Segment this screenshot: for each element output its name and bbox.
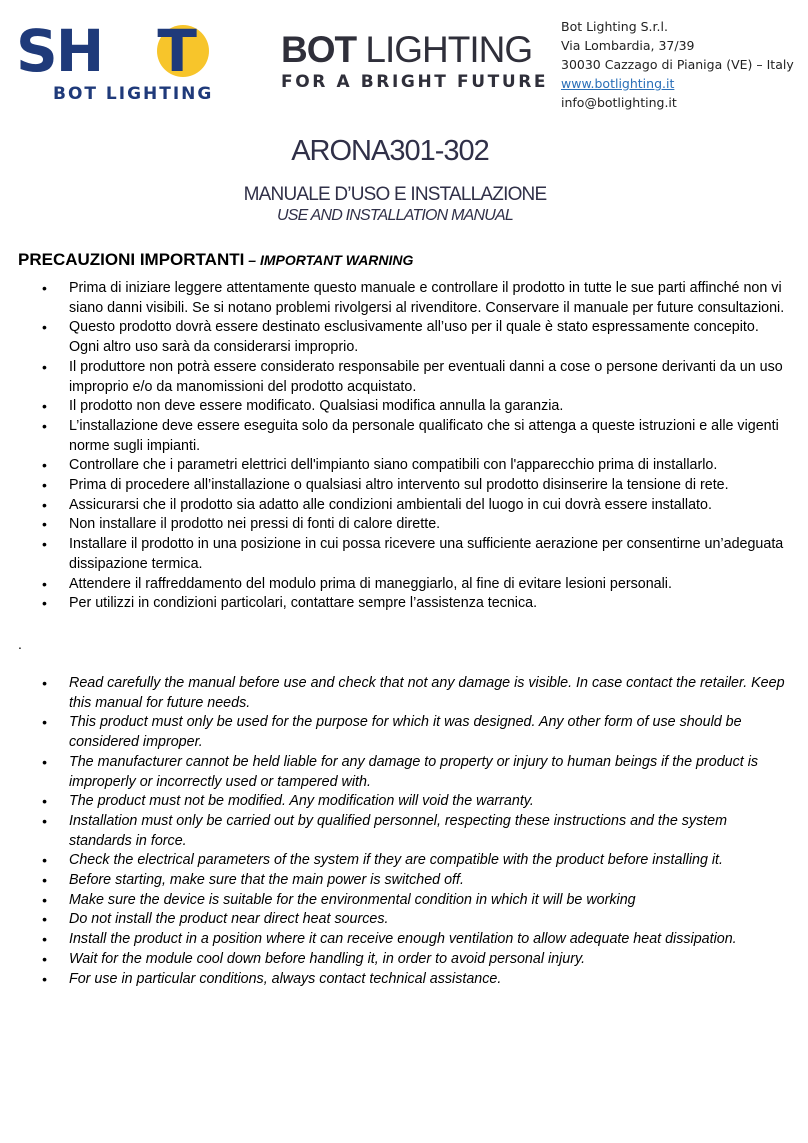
list-item: • Make sure the device is suitable for the environmental condition in which it will be working xyxy=(0,891,790,911)
website-link[interactable]: www.botlighting.it xyxy=(561,76,675,91)
list-item: • Controllare che i parametri elettrici dell'impianto siano compatibili con l'apparecchio prima di installarlo. xyxy=(0,456,790,476)
list-item: • Prima di procedere all’installazione o qualsiasi altro intervento sul prodotto disinserire la tensione di rete. xyxy=(0,476,790,496)
company-email[interactable]: info@botlighting.it xyxy=(561,95,677,110)
list-item: • L’installazione deve essere eseguita solo da personale qualificato che si attenga a queste istruzioni e alle vigenti norme sugli impianti. xyxy=(0,417,790,456)
company-city: 30030 Cazzago di Pianiga (VE) – Italy xyxy=(561,57,794,72)
list-item: • Per utilizzi in condizioni particolari, contattare sempre l’assistenza tecnica. xyxy=(0,594,790,614)
list-item: • Assicurarsi che il prodotto sia adatto alle condizioni ambientali del luogo in cui dovrà essere installato. xyxy=(0,496,790,516)
company-info xyxy=(561,17,794,112)
bot-lighting-wordmark: BOT LIGHTING xyxy=(281,29,533,70)
list-item: • Questo prodotto dovrà essere destinato esclusivamente all’uso per il quale è stato espressamente concepito. Ogni altro uso sarà da considerarsi improprio. xyxy=(0,318,790,357)
list-item: • For use in particular conditions, always contact technical assistance. xyxy=(0,970,790,990)
list-item: • Non installare il prodotto nei pressi di fonti di calore dirette. xyxy=(0,515,790,535)
shot-logo xyxy=(16,17,234,110)
shot-logo-subtitle: BOT LIGHTING xyxy=(53,84,214,104)
list-item: • Do not install the product near direct heat sources. xyxy=(0,910,790,930)
list-item: • Check the electrical parameters of the system if they are compatible with the product before installing it. xyxy=(0,851,790,871)
bot-lighting-logo xyxy=(281,29,549,95)
list-item: • Prima di iniziare leggere attentamente questo manuale e controllare il prodotto in tutte le sue parti affinché non vi siano danni visibili. Se si notano problemi rivolgersi al rivenditore. Conservare il manuale per future consultazioni. xyxy=(0,279,790,318)
list-item: • Installare il prodotto in una posizione in cui possa ricevere una sufficiente aerazione per consentirne un’adeguata dissipazione termica. xyxy=(0,535,790,574)
manual-title-it: MANUALE D’USO E INSTALLAZIONE xyxy=(243,184,547,205)
list-item: • Wait for the module cool down before handling it, in order to avoid personal injury. xyxy=(0,950,790,970)
section-title-en: IMPORTANT WARNING xyxy=(259,252,414,268)
separator-dot: . xyxy=(18,636,22,652)
list-item: • Attendere il raffreddamento del modulo prima di maneggiarlo, al fine di evitare lesioni personali. xyxy=(0,575,790,595)
shot-logo-word: SH T xyxy=(16,17,195,85)
list-item: • Read carefully the manual before use and check that not any damage is visible. In case contact the retailer. Keep this manual for future needs. xyxy=(0,674,790,713)
list-item: • The product must not be modified. Any modification will void the warranty. xyxy=(0,792,790,812)
section-title-it: PRECAUZIONI IMPORTANTI xyxy=(18,250,245,269)
section-heading: PRECAUZIONI IMPORTANTI – IMPORTANT WARNING xyxy=(18,250,414,269)
bot-lighting-tagline: FOR A BRIGHT FUTURE xyxy=(281,72,549,92)
italian-precautions-list xyxy=(0,279,790,614)
english-precautions-list xyxy=(0,674,790,989)
list-item: • Before starting, make sure that the main power is switched off. xyxy=(0,871,790,891)
list-item: • Install the product in a position where it can receive enough ventilation to allow adequate heat dissipation. xyxy=(0,930,790,950)
model-title: ARONA301-302 xyxy=(291,135,489,167)
list-item: • The manufacturer cannot be held liable for any damage to property or injury to human beings if the product is improperly or incorrectly used or tampered with. xyxy=(0,753,790,792)
company-name: Bot Lighting S.r.l. xyxy=(561,19,668,34)
list-item: • Il produttore non potrà essere considerato responsabile per eventuali danni a cose o persone derivanti da un uso improprio e/o da manomissioni del prodotto acquistato. xyxy=(0,358,790,397)
company-street: Via Lombardia, 37/39 xyxy=(561,38,695,53)
list-item: • Il prodotto non deve essere modificato. Qualsiasi modifica annulla la garanzia. xyxy=(0,397,790,417)
list-item: • This product must only be used for the purpose for which it was designed. Any other form of use should be considered improper. xyxy=(0,713,790,752)
manual-title-en: USE AND INSTALLATION MANUAL xyxy=(277,207,513,224)
list-item: • Installation must only be carried out by qualified personnel, respecting these instructions and the system standards in force. xyxy=(0,812,790,851)
